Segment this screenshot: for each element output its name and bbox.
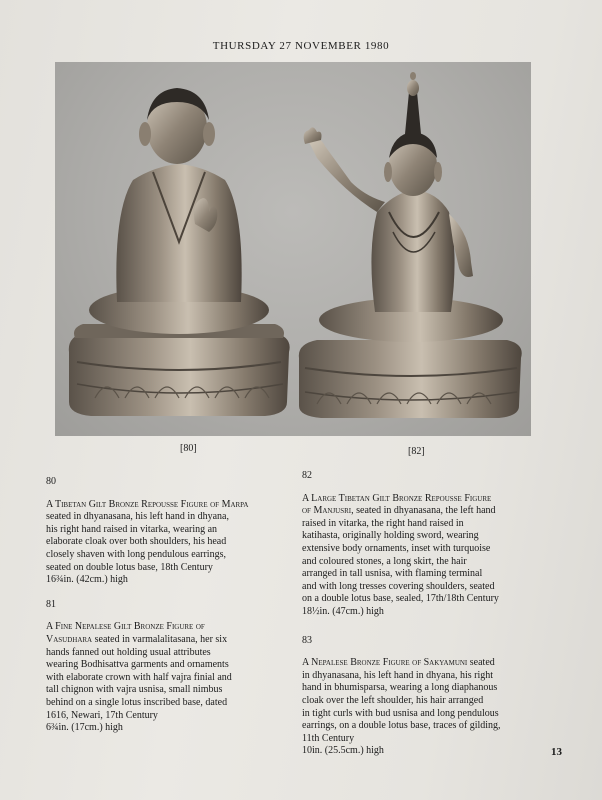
lot-number: 80 — [46, 476, 56, 487]
lot-line: elaborate cloak over both shoulders, his head — [46, 536, 227, 548]
lot-number: 83 — [302, 634, 312, 646]
lot-title: A Tibetan Gilt Bronze Repousse Figure of Marpa — [46, 498, 249, 510]
lot-title-cont: of Manjusri — [302, 505, 352, 517]
lot-line — [46, 634, 306, 647]
lot-line: hands fanned out holding usual attributes — [46, 646, 211, 658]
lot-title: A Fine Nepalese Gilt Bronze Figure of — [46, 621, 205, 633]
lot-entry-81 — [46, 599, 306, 735]
lot-dimensions: 10in. (25.5cm.) high — [302, 745, 384, 757]
lot-line: katihasta, originally holding sword, wearing — [302, 530, 479, 542]
lot-dimensions: 16¾in. (42cm.) high — [46, 574, 128, 586]
lot-line-rest: seated in varmalalitasana, her six — [94, 633, 228, 645]
lot-line: and with long tresses covering shoulders, seated — [302, 580, 495, 592]
lot-line: 11th Century — [302, 732, 355, 744]
lot-line: in dhyanasana, his left hand in dhyana, his right — [302, 669, 494, 681]
lot-line: wearing Bodhisattva garments and ornaments — [46, 659, 229, 671]
bronze-figures-illustration — [55, 62, 531, 436]
lot-line: arranged in tall usnisa, with flaming terminal — [302, 568, 483, 580]
lot-line: cloak over the left shoulder, his hair arranged — [302, 694, 484, 706]
lot-number: 81 — [46, 598, 56, 610]
lot-line: extensive body ornaments, inset with turquoise — [302, 542, 491, 554]
lot-dimensions: 18½in. (47cm.) high — [302, 605, 384, 617]
lot-line: closely shaven with long pendulous earrings, — [46, 548, 226, 560]
lot-line-rest: seated in dhyanasana, the left hand — [356, 505, 496, 517]
lot-line: his right hand raised in vitarka, wearing an — [46, 523, 218, 535]
manjusri-figure — [299, 72, 522, 418]
lot-line: and coloured stones, a long skirt, the hair — [302, 555, 467, 567]
lot-line-rest: seated — [469, 657, 495, 669]
lot-line: behind on a single lotus inscribed base, dated — [46, 696, 228, 708]
lot-line: tall chignon with vajra usnisa, small nimbus — [46, 684, 223, 696]
lot-line: earrings, on a double lotus base, traces of gilding, — [302, 720, 501, 732]
lot-entry-83 — [302, 635, 572, 758]
page-number: 13 — [551, 746, 562, 758]
lot-line: seated on double lotus base, 18th Century — [46, 561, 213, 573]
photo-bronze-figures — [55, 62, 531, 436]
lot-line: 1616, Newari, 17th Century — [46, 709, 158, 721]
lot-line: raised in vitarka, the right hand raised in — [302, 517, 464, 529]
lot-line: of Manjusri, seated in dhyanasana, the left hand — [302, 505, 496, 517]
page-header: THURSDAY 27 NOVEMBER 1980 — [212, 40, 390, 52]
lot-title: A Large Tibetan Gilt Bronze Repousse Figure — [302, 492, 492, 504]
lot-title-cont: Vasudhara — [46, 633, 93, 645]
marpa-figure — [69, 88, 290, 416]
lot-dimensions: 6¾in. (17cm.) high — [46, 722, 123, 734]
lot-line: with elaborate crown with half vajra finial and — [46, 671, 232, 683]
photo-caption-right: [82] — [408, 446, 425, 457]
lot-line: in tight curls with bud usnisa and long pendulous — [302, 707, 499, 719]
lot-line: on a double lotus base, sealed, 17th/18th Century — [302, 593, 499, 605]
photo-caption-left: [80] — [180, 443, 197, 454]
lot-title: A Nepalese Bronze Figure of Sakyamuni — [302, 657, 468, 669]
lot-entry-80 — [46, 476, 306, 587]
lot-number: 82 — [302, 470, 312, 481]
lot-line: seated in dhyanasana, his left hand in dhyana, — [46, 511, 229, 523]
lot-line: hand in bhumisparsa, wearing a long diaphanous — [302, 682, 498, 694]
right-column — [302, 470, 572, 770]
left-column — [46, 476, 306, 747]
lot-line — [302, 657, 572, 670]
lot-entry-82 — [302, 470, 572, 619]
